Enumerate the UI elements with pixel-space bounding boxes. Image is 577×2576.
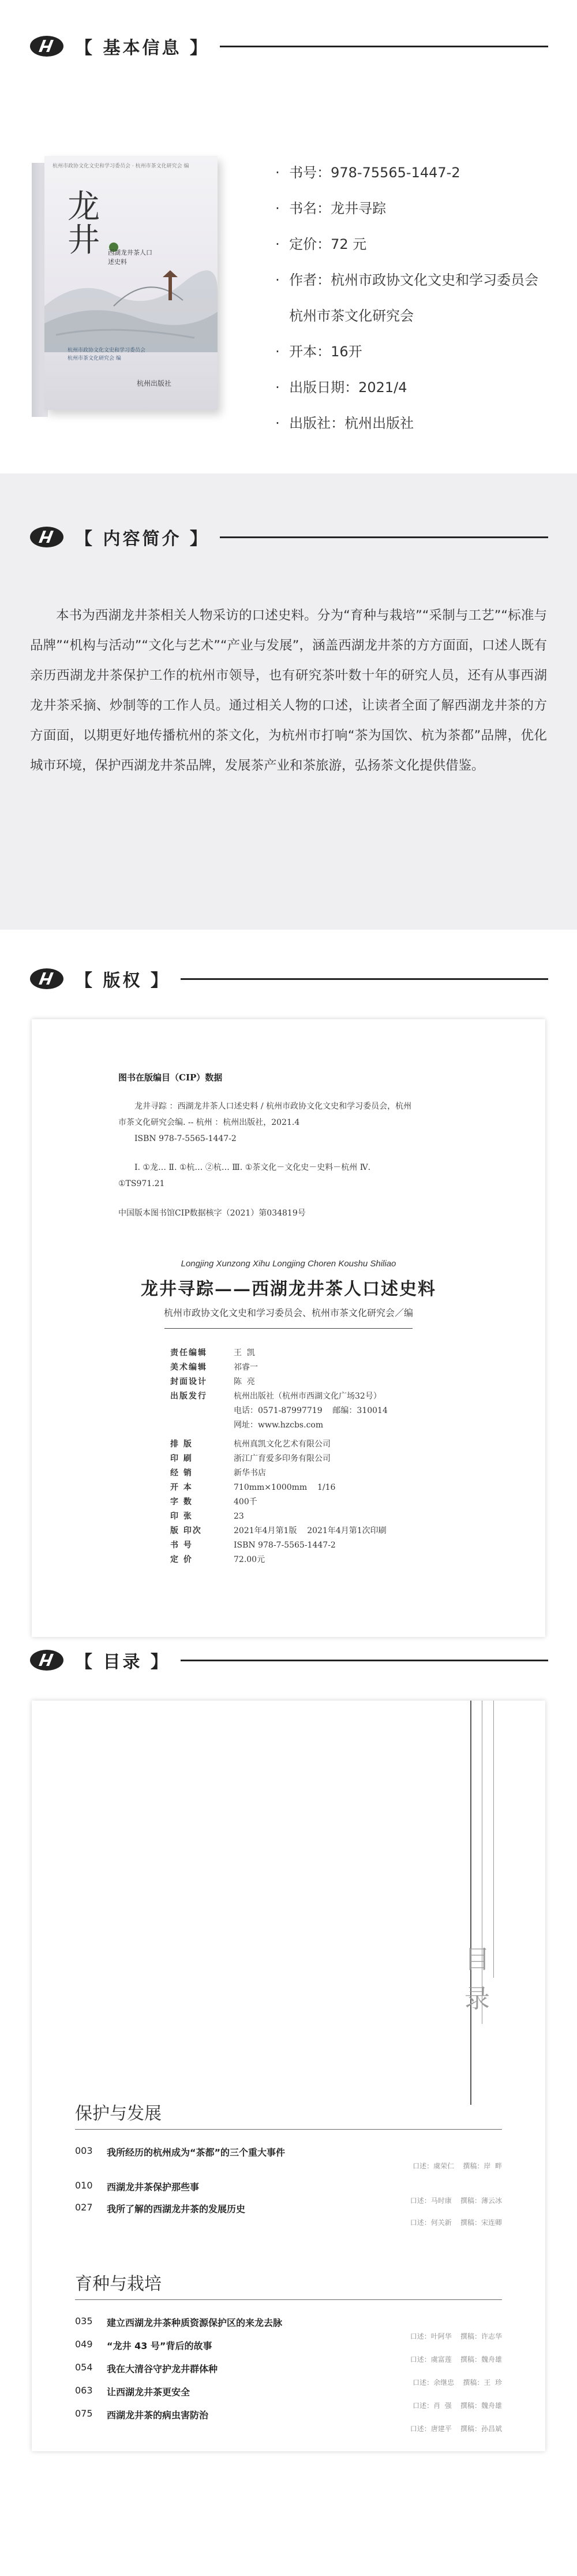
toc-part-rule [75, 2129, 502, 2130]
section-title: 【 基本信息 】 [75, 38, 209, 58]
toc-entry[interactable]: 010 西湖龙井茶保护那些事 口述：马时康 撰稿：薄云冰 [75, 2180, 502, 2205]
toc-entry[interactable]: 063 让西湖龙井茶更安全 口述：肖 强 撰稿：魏舟雄 [75, 2385, 502, 2410]
credit-row: 印 刷 浙江广育爱多印务有限公司 [170, 1454, 331, 1463]
toc-entry[interactable]: 075 西湖龙井茶的病虫害防治 口述：唐建平 撰稿：孙昌斌 [75, 2408, 502, 2433]
credit-row: 经 销 新华书店 [170, 1468, 266, 1478]
credit-row: 字 数 400千 [170, 1497, 257, 1507]
section-header-intro [0, 514, 577, 560]
book-title-block [32, 1259, 545, 1329]
cover-top-text: 杭州市政协文化文史和学习委员会 · 杭州市茶文化研究会 编 [53, 163, 189, 169]
section-header-copyright [0, 956, 577, 1002]
section-divider [220, 536, 548, 538]
credit-row: 网址：www.hzcbs.com [234, 1421, 324, 1430]
toc-entry[interactable]: 027 我所了解的西湖龙井茶的发展历史 口述：何关新 撰稿：宋连卿 [75, 2202, 502, 2227]
book-fields [275, 155, 548, 474]
brand-logo-icon [29, 525, 65, 549]
section-title: 【 内容简介 】 [75, 529, 209, 549]
toc-page-image [32, 1701, 545, 2451]
intro-paragraph: 本书为西湖龙井茶相关人物采访的口述史料。分为“育种与栽培”“采制与工艺”“标准与品牌”“机构与活动”“文化与艺术”“产业与发展”，涵盖西湖龙井茶的方方面面，口述人既有亲历西湖龙井茶保护工作的杭州市领导，也有研究茶叶数十年的研究人员，还有从事西湖龙井茶采摘、炒制等的工作人员。通过相关人物的口述，让读者全面了解西湖龙井茶的方方面面，以期更好地传播杭州的茶文化，为杭州市打响“茶为国饮、杭为茶都”品牌，优化城市环境，保护西湖龙井茶品牌，发展茶产业和茶旅游，弘扬茶文化提供借鉴。 [30, 608, 547, 773]
basic-info-panel [0, 69, 577, 474]
title-author: 杭州市政协文化文史和学习委员会、杭州市茶文化研究会／编 [163, 1307, 413, 1318]
toc-section [0, 1637, 577, 2451]
section-header-basic-info [0, 23, 577, 69]
title-pinyin: Longjing Xunzong Xihu Longjing Choren Koushu Shiliao [181, 1259, 396, 1269]
title-rule [164, 1328, 413, 1329]
toc-entry[interactable]: 049 “龙井 43 号”背后的故事 口述：虞富莲 撰稿：魏舟雄 [75, 2339, 502, 2363]
intro-section [0, 474, 577, 930]
field-author: · 作者：杭州市政协文化文史和学习委员会 杭州市茶文化研究会 [275, 272, 539, 324]
cover-publisher: 杭州出版社 [137, 379, 172, 387]
brand-logo-icon [29, 35, 65, 58]
toc-entry[interactable]: 035 建立西湖龙井茶种质资源保护区的来龙去脉 口述：叶阿华 撰稿：许志华 [75, 2316, 502, 2340]
credit-row: 版 印次 2021年4月第1版 2021年4月第1次印刷 [170, 1526, 387, 1535]
credit-row: 封面设计 陈 亮 [170, 1377, 255, 1386]
brand-logo-icon [29, 967, 65, 990]
cover-editor: 杭州市政协文化文史和学习委员会 杭州市茶文化研究会 编 [68, 348, 146, 361]
section-title: 【 版权 】 [75, 971, 170, 991]
credit-row: 定 价 72.00元 [170, 1555, 265, 1564]
title-chinese: 龙井寻踪——西湖龙井茶人口述史料 [141, 1279, 436, 1299]
credit-row: 责任编辑 王 凯 [170, 1348, 255, 1358]
field-date: · 出版日期：2021/4 [275, 379, 407, 396]
field-price: · 定价：72 元 [275, 236, 367, 252]
brand-logo-icon [29, 1649, 65, 1672]
credit-row: 开 本 710mm×1000mm 1/16 [170, 1483, 336, 1492]
section-divider [181, 978, 548, 980]
toc-part-rule [75, 2299, 502, 2300]
toc-part-title: 育种与栽培 [75, 2274, 162, 2294]
book-cover-front [44, 156, 218, 410]
toc-decor-line [470, 1701, 471, 2105]
cover-calligraphy: 龙井 [68, 188, 100, 259]
toc-entry[interactable]: 003 我所经历的杭州成为“茶都”的三个重大事件 口述：虞荣仁 撰稿：岸 畔 [75, 2145, 502, 2170]
toc-decor-line [493, 1701, 494, 1978]
toc-heading: 目录 [464, 1945, 490, 2014]
credit-row: 印 张 23 [170, 1512, 244, 1521]
toc-part-title: 保护与发展 [75, 2104, 162, 2124]
field-publisher: · 出版社：杭州出版社 [275, 415, 414, 431]
credit-row: 美术编辑 祁睿一 [170, 1363, 258, 1372]
cip-number: 中国版本图书馆CIP数据核字（2021）第034819号 [118, 1209, 306, 1218]
cip-classification: Ⅰ. ①龙… Ⅱ. ①杭… ②杭… Ⅲ. ①茶文化－文化史－史料－杭州 Ⅳ. ①TS971.21 [118, 1163, 371, 1188]
cover-subtitle: 西湖龙井茶人口述史料 [108, 249, 152, 266]
cip-isbn: ISBN 978-7-5565-1447-2 [134, 1134, 237, 1143]
section-divider [181, 1660, 548, 1661]
credit-row: 书 号 ISBN 978-7-5565-1447-2 [170, 1541, 336, 1550]
field-title: · 书名：龙井寻踪 [275, 200, 387, 217]
credit-row: 排 版 杭州真凯文化艺术有限公司 [170, 1440, 331, 1449]
field-isbn: · 书号：978-75565-1447-2 [275, 165, 460, 181]
cip-body: 龙井寻踪 ：西湖龙井茶人口述史料 / 杭州市政协文化文史和学习委员会，杭州市茶文化研究会编. -- 杭州 ：杭州出版社，2021.4 [118, 1102, 412, 1127]
toc-entry[interactable]: 054 我在大清谷守护龙井群体种 口述：余继忠 撰稿：王 珍 [75, 2362, 502, 2387]
section-header-toc [0, 1637, 577, 1683]
book-cover [32, 156, 212, 427]
credit-row: 出版发行 杭州出版社（杭州市西湖文化广场32号） [170, 1392, 381, 1401]
section-divider [220, 46, 548, 47]
credits-list [170, 1346, 545, 1567]
copyright-page-image [32, 1019, 545, 1637]
section-title: 【 目录 】 [75, 1652, 170, 1672]
copyright-section [0, 956, 577, 1637]
credit-row: 电话：0571-87997719 邮编：310014 [234, 1406, 388, 1415]
field-format: · 开本：16开 [275, 344, 362, 360]
cip-heading: 图书在版编目（CIP）数据 [118, 1072, 223, 1083]
